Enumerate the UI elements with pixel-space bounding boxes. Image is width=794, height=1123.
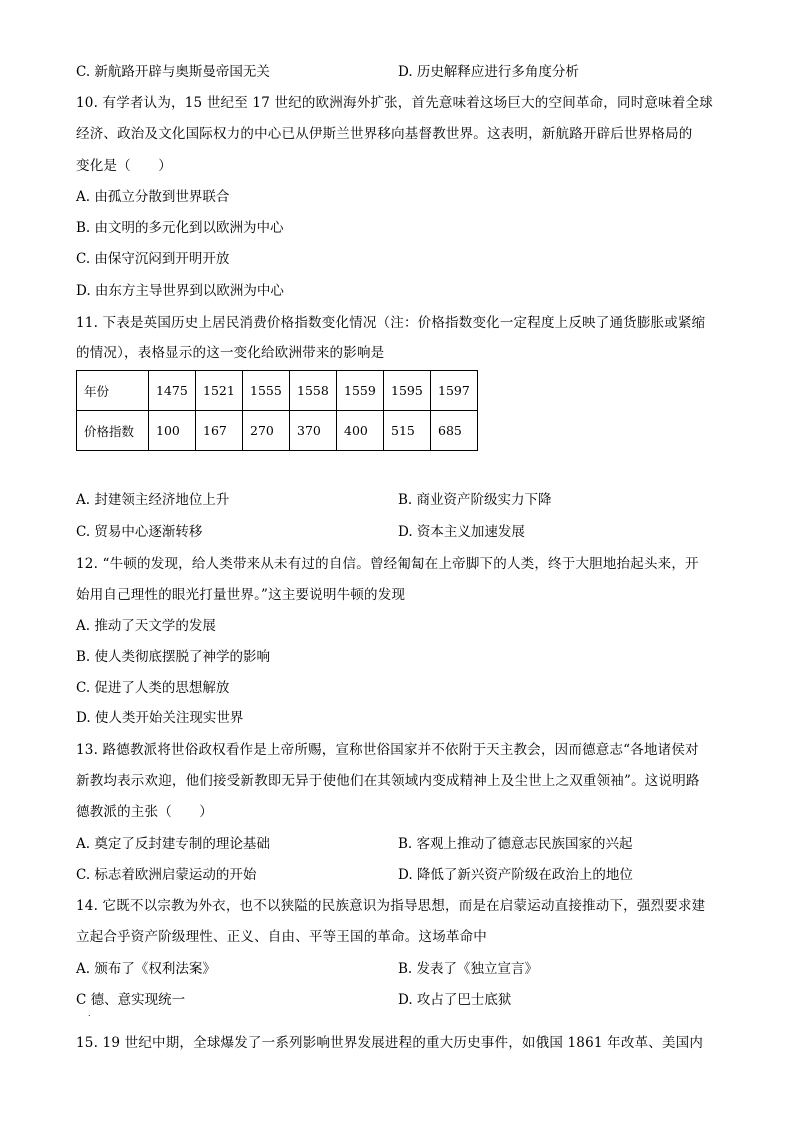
- q14-option-a: A. 颁布了《权利法案》: [76, 961, 216, 977]
- q11-stem-line-1: 11. 下表是英国历史上居民消费价格指数变化情况（注：价格指数变化一定程度上反映了通货膨胀或紧缩: [76, 315, 706, 331]
- table-cell-index: 167: [196, 411, 243, 451]
- q14-stem-line-1: 14. 它既不以宗教为外衣，也不以狭隘的民族意识为指导思想，而是在启蒙运动直接推动下，强烈要求建: [76, 898, 706, 914]
- q14-stem-line-2: 立起合乎资产阶级理性、正义、自由、平等王国的革命。这场革命中: [76, 929, 487, 945]
- q10-option-a: A. 由孤立分散到世界联合: [76, 189, 230, 205]
- q14-option-b: B. 发表了《独立宣言》: [398, 961, 539, 977]
- q12-stem-line-2: 始用自己理性的眼光打量世界。”这主要说明牛顿的发现: [76, 587, 406, 603]
- table-header-year: 年份: [77, 371, 149, 411]
- q13-stem-line-2: 新教均表示欢迎，他们接受新教即无异于使他们在其领域内变成精神上及尘世上之双重领袖”。这说明路: [76, 773, 700, 789]
- q11-option-d: D. 资本主义加速发展: [398, 524, 525, 540]
- table-row-indices: [77, 411, 478, 451]
- table-cell-index: 100: [149, 411, 196, 451]
- table-cell-year: 1595: [384, 371, 431, 411]
- price-index-table: [76, 370, 478, 451]
- table-row-years: [77, 371, 478, 411]
- table-cell-index: 400: [337, 411, 384, 451]
- table-cell-year: 1521: [196, 371, 243, 411]
- q13-option-d: D. 降低了新兴资产阶级在政治上的地位: [398, 867, 633, 883]
- table-cell-index: 370: [290, 411, 337, 451]
- q10-stem-line-3: 变化是（ ）: [76, 158, 172, 174]
- q14-option-d: D. 攻占了巴士底狱: [398, 992, 512, 1008]
- table-cell-year: 1475: [149, 371, 196, 411]
- q12-option-d: D. 使人类开始关注现实世界: [76, 710, 244, 726]
- q13-option-a: A. 奠定了反封建专制的理论基础: [76, 836, 270, 852]
- q13-stem-line-1: 13. 路德教派将世俗政权看作是上帝所赐，宣称世俗国家并不依附于天主教会，因而德意志“各地诸侯对: [76, 742, 699, 758]
- table-cell-index: 515: [384, 411, 431, 451]
- prev-option-d: D. 历史解释应进行多角度分析: [398, 64, 579, 80]
- q11-option-c: C. 贸易中心逐渐转移: [76, 524, 203, 540]
- q10-option-b: B. 由文明的多元化到以欧洲为中心: [76, 220, 284, 236]
- q12-option-a: A. 推动了天文学的发展: [76, 618, 216, 634]
- q11-option-b: B. 商业资产阶级实力下降: [398, 492, 552, 508]
- table-cell-index: 270: [243, 411, 290, 451]
- q10-stem-line-1: 10. 有学者认为，15 世纪至 17 世纪的欧洲海外扩张，首先意味着这场巨大的空间革命，同时意味着全球: [76, 95, 713, 111]
- table-header-index: 价格指数: [77, 411, 149, 451]
- table-cell-year: 1558: [290, 371, 337, 411]
- stray-dot-mark: .: [88, 1009, 91, 1018]
- q13-option-c: C. 标志着欧洲启蒙运动的开始: [76, 867, 257, 883]
- q10-option-c: C. 由保守沉闷到开明开放: [76, 251, 230, 267]
- table-cell-year: 1559: [337, 371, 384, 411]
- q12-option-b: B. 使人类彻底摆脱了神学的影响: [76, 649, 271, 665]
- prev-option-c: C. 新航路开辟与奥斯曼帝国无关: [76, 64, 270, 80]
- q11-stem-line-2: 的情况），表格显示的这一变化给欧洲带来的影响是: [76, 345, 385, 361]
- q13-option-b: B. 客观上推动了德意志民族国家的兴起: [398, 836, 633, 852]
- table-cell-year: 1555: [243, 371, 290, 411]
- q11-option-a: A. 封建领主经济地位上升: [76, 492, 230, 508]
- q12-stem-line-1: 12. “牛顿的发现，给人类带来从未有过的自信。曾经匍匐在上帝脚下的人类，终于大胆地抬起头来，开: [76, 556, 699, 572]
- q15-stem-line-1: 15. 19 世纪中期，全球爆发了一系列影响世界发展进程的重大历史事件，如俄国 1861 年改革、美国内: [76, 1035, 704, 1051]
- q10-option-d: D. 由东方主导世界到以欧洲为中心: [76, 283, 284, 299]
- q12-option-c: C. 促进了人类的思想解放: [76, 680, 230, 696]
- q10-stem-line-2: 经济、政治及文化国际权力的中心已从伊斯兰世界移向基督教世界。这表明，新航路开辟后世界格局的: [76, 126, 693, 142]
- q13-stem-line-3: 德教派的主张（ ）: [76, 804, 213, 820]
- table-cell-year: 1597: [431, 371, 478, 411]
- table-cell-index: 685: [431, 411, 478, 451]
- q14-option-c: C 德、意实现统一: [76, 992, 186, 1008]
